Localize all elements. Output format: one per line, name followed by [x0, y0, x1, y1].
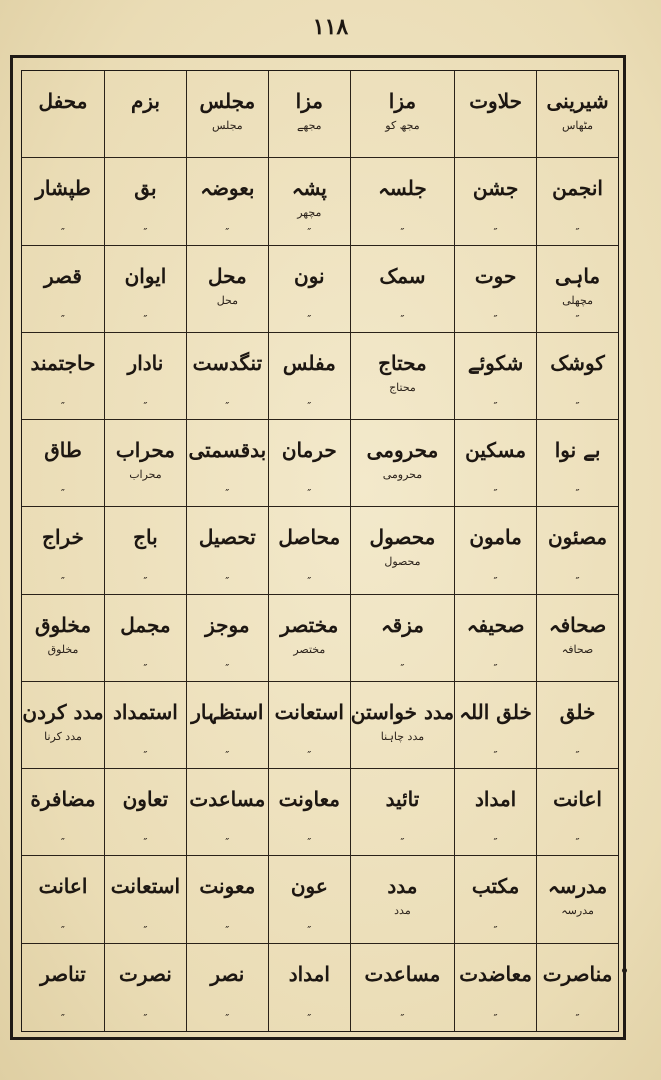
table-frame [10, 55, 626, 1040]
cell-word: مجلس [199, 89, 256, 113]
table-cell [104, 595, 186, 682]
table-cell [104, 856, 186, 943]
cell-word: خراج [42, 525, 84, 550]
table-cell [536, 420, 618, 507]
table-cell [268, 158, 350, 245]
cell-word: استعانت [110, 874, 181, 899]
table-cell [350, 682, 454, 769]
cell-gloss: محل [216, 293, 239, 307]
ditto-mark: ″ [225, 574, 230, 588]
cell-word: معاونت [278, 787, 340, 812]
cell-word: مختصر [280, 612, 339, 637]
vocabulary-table [22, 71, 618, 1031]
table-cell [350, 769, 454, 856]
table-cell [104, 158, 186, 245]
table-cell [350, 507, 454, 594]
cell-word: حاجتمند [30, 350, 96, 375]
cell-word: مساعدت [364, 961, 441, 986]
cell-gloss: محصول [384, 555, 421, 569]
ditto-mark: ″ [225, 487, 230, 501]
cell-word: خلق [559, 699, 596, 724]
table-cell [454, 856, 536, 943]
ditto-mark: ″ [60, 574, 66, 588]
table-cell [268, 944, 350, 1031]
ditto-mark: ″ [493, 1012, 498, 1025]
ditto-mark: ″ [575, 400, 580, 414]
ditto-mark: ″ [225, 661, 230, 675]
cell-word: بعوضہ [200, 176, 255, 201]
cell-gloss: مدرسہ [561, 904, 594, 918]
cell-word: تحصیل [198, 525, 256, 550]
cell-word: اعانت [38, 874, 88, 899]
ditto-mark: ″ [575, 1012, 580, 1025]
table-cell [22, 333, 104, 420]
cell-word: کوشک [550, 350, 605, 375]
cell-word: حوت [474, 263, 517, 288]
ditto-mark: ″ [493, 487, 498, 501]
ditto-mark: ″ [60, 487, 66, 501]
ditto-mark: ″ [60, 1012, 66, 1025]
cell-word: استمداد [112, 699, 178, 724]
table-cell [350, 420, 454, 507]
table-cell [350, 944, 454, 1031]
cell-word: نصرت [119, 961, 172, 986]
cell-gloss: صحافہ [561, 642, 594, 656]
cell-word: معونت [199, 874, 256, 899]
cell-word: بزم [130, 89, 160, 113]
table-cell [350, 333, 454, 420]
cell-gloss: محراب [129, 468, 162, 482]
cell-word: ماہی [554, 263, 601, 288]
table-cell [22, 158, 104, 245]
ditto-mark: ″ [143, 836, 148, 850]
table-cell [186, 507, 268, 594]
ditto-mark: ″ [400, 312, 405, 326]
cell-word: بدقسمتی [188, 438, 267, 463]
ditto-mark: ″ [307, 487, 312, 501]
ditto-mark: ″ [225, 400, 230, 414]
cell-word: نون [294, 263, 325, 288]
cell-word: بے نوا [554, 438, 601, 463]
table-cell [536, 856, 618, 943]
cell-word: جلسہ [378, 176, 427, 201]
table-cell [186, 246, 268, 333]
table-inner-frame [21, 70, 619, 1032]
table-cell [454, 420, 536, 507]
ditto-mark: ″ [575, 749, 580, 763]
table-cell [454, 595, 536, 682]
table-cell [186, 856, 268, 943]
table-cell [536, 595, 618, 682]
cell-gloss: محتاج [389, 380, 416, 394]
ditto-mark: ″ [575, 312, 580, 326]
ditto-mark: ″ [307, 749, 312, 763]
cell-word: خلق اللہ [459, 699, 532, 724]
table-cell [186, 333, 268, 420]
table-cell [454, 682, 536, 769]
table-cell [454, 333, 536, 420]
ditto-mark: ″ [400, 661, 405, 675]
cell-gloss: مجھ کو [385, 119, 420, 132]
ditto-mark: ″ [60, 400, 66, 414]
cell-word: شیرینی [546, 89, 609, 113]
cell-word: مفلس [282, 350, 336, 375]
cell-gloss: مختصر [293, 642, 326, 656]
table-cell [268, 507, 350, 594]
cell-gloss: مخلوق [47, 642, 79, 656]
ditto-mark: ″ [493, 400, 498, 414]
cell-word: محصول [369, 525, 436, 550]
table-cell [268, 420, 350, 507]
table-cell [186, 595, 268, 682]
table-cell [268, 71, 350, 158]
cell-word: ایوان [124, 263, 167, 288]
table-cell [22, 944, 104, 1031]
table-cell [22, 595, 104, 682]
table-cell [186, 71, 268, 158]
cell-word: صحیفہ [466, 612, 525, 637]
cell-word: معاضدت [459, 961, 532, 986]
ditto-mark: ″ [60, 923, 66, 937]
ditto-mark: ″ [143, 574, 148, 588]
table-cell [268, 769, 350, 856]
ditto-mark: ″ [143, 661, 148, 675]
ink-dot [622, 968, 627, 973]
table-cell [536, 944, 618, 1031]
cell-word: مضافرة [30, 787, 96, 812]
table-cell [104, 420, 186, 507]
cell-word: امداد [474, 787, 517, 812]
cell-word: استظہار [191, 699, 264, 724]
table-cell [186, 682, 268, 769]
cell-word: طاق [44, 438, 82, 463]
cell-word: اعانت [553, 787, 602, 812]
table-cell [22, 856, 104, 943]
table-cell [536, 769, 618, 856]
table-cell [186, 769, 268, 856]
cell-word: قصر [44, 263, 82, 288]
cell-word: مناصرت [542, 961, 613, 986]
table-cell [350, 246, 454, 333]
ditto-mark: ″ [307, 923, 312, 937]
cell-word: محراب [115, 438, 175, 463]
table-cell [454, 246, 536, 333]
cell-word: مسکین [465, 438, 527, 463]
cell-word: مزا [295, 89, 323, 113]
ditto-mark: ″ [493, 923, 498, 937]
cell-word: استعانت [274, 699, 344, 724]
cell-word: مصئون [547, 525, 608, 550]
ditto-mark: ″ [143, 312, 148, 326]
cell-word: سمک [379, 263, 426, 288]
table-cell [536, 246, 618, 333]
table-cell [454, 944, 536, 1031]
cell-word: تناصر [40, 961, 86, 986]
table-cell [536, 682, 618, 769]
ditto-mark: ″ [493, 574, 498, 588]
cell-word: محل [207, 263, 247, 288]
ditto-mark: ″ [307, 1012, 312, 1025]
ditto-mark: ″ [307, 836, 312, 850]
ditto-mark: ″ [493, 836, 498, 850]
ditto-mark: ″ [60, 312, 66, 326]
ditto-mark: ″ [493, 749, 498, 763]
table-cell [268, 856, 350, 943]
ditto-mark: ″ [60, 225, 66, 239]
table-cell [536, 71, 618, 158]
cell-word: محرومی [366, 438, 439, 463]
table-cell [186, 420, 268, 507]
cell-word: جشن [472, 176, 519, 201]
cell-word: محفل [38, 89, 88, 113]
cell-word: مساعدت [189, 787, 266, 812]
table-cell [350, 71, 454, 158]
ditto-mark: ″ [575, 574, 580, 588]
ditto-mark: ″ [225, 749, 230, 763]
cell-word: حلاوت [469, 89, 522, 113]
ditto-mark: ″ [400, 836, 405, 850]
cell-word: محتاج [378, 350, 427, 375]
cell-word: مزا [388, 89, 417, 113]
ditto-mark: ″ [225, 836, 230, 850]
table-cell [350, 595, 454, 682]
cell-word: پشہ [291, 176, 327, 201]
table-cell [268, 682, 350, 769]
table-cell [104, 507, 186, 594]
table-cell [454, 71, 536, 158]
cell-word: حرمان [281, 438, 337, 463]
cell-gloss: مدد کرنا [44, 729, 82, 743]
ditto-mark: ″ [575, 487, 580, 501]
ditto-mark: ″ [575, 836, 580, 850]
table-cell [186, 158, 268, 245]
table-cell [22, 71, 104, 158]
table-cell [186, 944, 268, 1031]
cell-gloss: مدد چاہنا [380, 729, 425, 743]
cell-gloss: مچھر [297, 206, 322, 220]
ditto-mark: ″ [143, 400, 148, 414]
cell-word: نادار [127, 350, 164, 375]
table-cell [104, 769, 186, 856]
cell-gloss: محرومی [382, 468, 423, 482]
cell-gloss: مجلس [212, 119, 243, 132]
table-cell [268, 595, 350, 682]
table-cell [536, 333, 618, 420]
table-cell [454, 158, 536, 245]
cell-word: باج [133, 525, 158, 550]
cell-word: مدد [387, 874, 418, 899]
ditto-mark: ″ [575, 225, 580, 239]
table-cell [268, 246, 350, 333]
table-cell [22, 682, 104, 769]
cell-word: مدرسہ [547, 874, 608, 899]
table-cell [22, 507, 104, 594]
table-cell [104, 246, 186, 333]
cell-gloss: مجھے [297, 119, 322, 132]
table-cell [104, 71, 186, 158]
cell-word: مدد کردن [22, 699, 104, 724]
table-cell [22, 420, 104, 507]
cell-word: صحافہ [548, 612, 607, 637]
cell-word: موجز [205, 612, 250, 637]
cell-word: مجمل [120, 612, 171, 637]
ditto-mark: ″ [400, 1012, 405, 1025]
ditto-mark: ″ [60, 836, 66, 850]
ditto-mark: ″ [143, 749, 148, 763]
cell-gloss: مدد [394, 904, 411, 918]
cell-word: شکوئے [467, 350, 524, 375]
ditto-mark: ″ [143, 923, 148, 937]
cell-word: تنگدست [192, 350, 263, 375]
cell-word: تعاون [122, 787, 169, 812]
ditto-mark: ″ [493, 661, 498, 675]
ditto-mark: ″ [307, 312, 312, 326]
ditto-mark: ″ [493, 312, 498, 326]
ditto-mark: ″ [143, 225, 148, 239]
table-cell [22, 246, 104, 333]
table-cell [454, 769, 536, 856]
cell-word: مدد خواستن [350, 699, 455, 724]
cell-word: تائید [385, 787, 420, 812]
page-number: ۱۱۸ [312, 14, 349, 40]
table-cell [454, 507, 536, 594]
cell-word: طپشار [35, 176, 91, 201]
cell-word: مکتب [471, 874, 520, 899]
cell-word: مامون [469, 525, 522, 550]
table-cell [104, 333, 186, 420]
ditto-mark: ″ [400, 225, 405, 239]
ditto-mark: ″ [307, 225, 312, 239]
cell-word: عون [290, 874, 328, 899]
cell-word: امداد [288, 961, 330, 986]
table-cell [536, 507, 618, 594]
table-cell [268, 333, 350, 420]
ditto-mark: ″ [225, 923, 230, 937]
cell-word: نصر [210, 961, 245, 986]
ditto-mark: ″ [225, 1012, 230, 1025]
ditto-mark: ″ [307, 400, 312, 414]
cell-word: مخلوق [34, 612, 92, 637]
cell-gloss: مٹھاس [562, 119, 594, 132]
table-cell [536, 158, 618, 245]
table-cell [22, 769, 104, 856]
table-cell [350, 158, 454, 245]
cell-word: محاصل [278, 525, 341, 550]
table-cell [350, 856, 454, 943]
table-cell [104, 944, 186, 1031]
ditto-mark: ″ [493, 225, 498, 239]
table-cell [104, 682, 186, 769]
ditto-mark: ″ [143, 1012, 148, 1025]
cell-gloss: مچھلی [562, 293, 593, 307]
cell-word: انجمن [552, 176, 603, 201]
ditto-mark: ″ [225, 225, 230, 239]
cell-word: بق [134, 176, 157, 201]
ditto-mark: ″ [307, 574, 312, 588]
cell-word: مزقہ [380, 612, 424, 637]
